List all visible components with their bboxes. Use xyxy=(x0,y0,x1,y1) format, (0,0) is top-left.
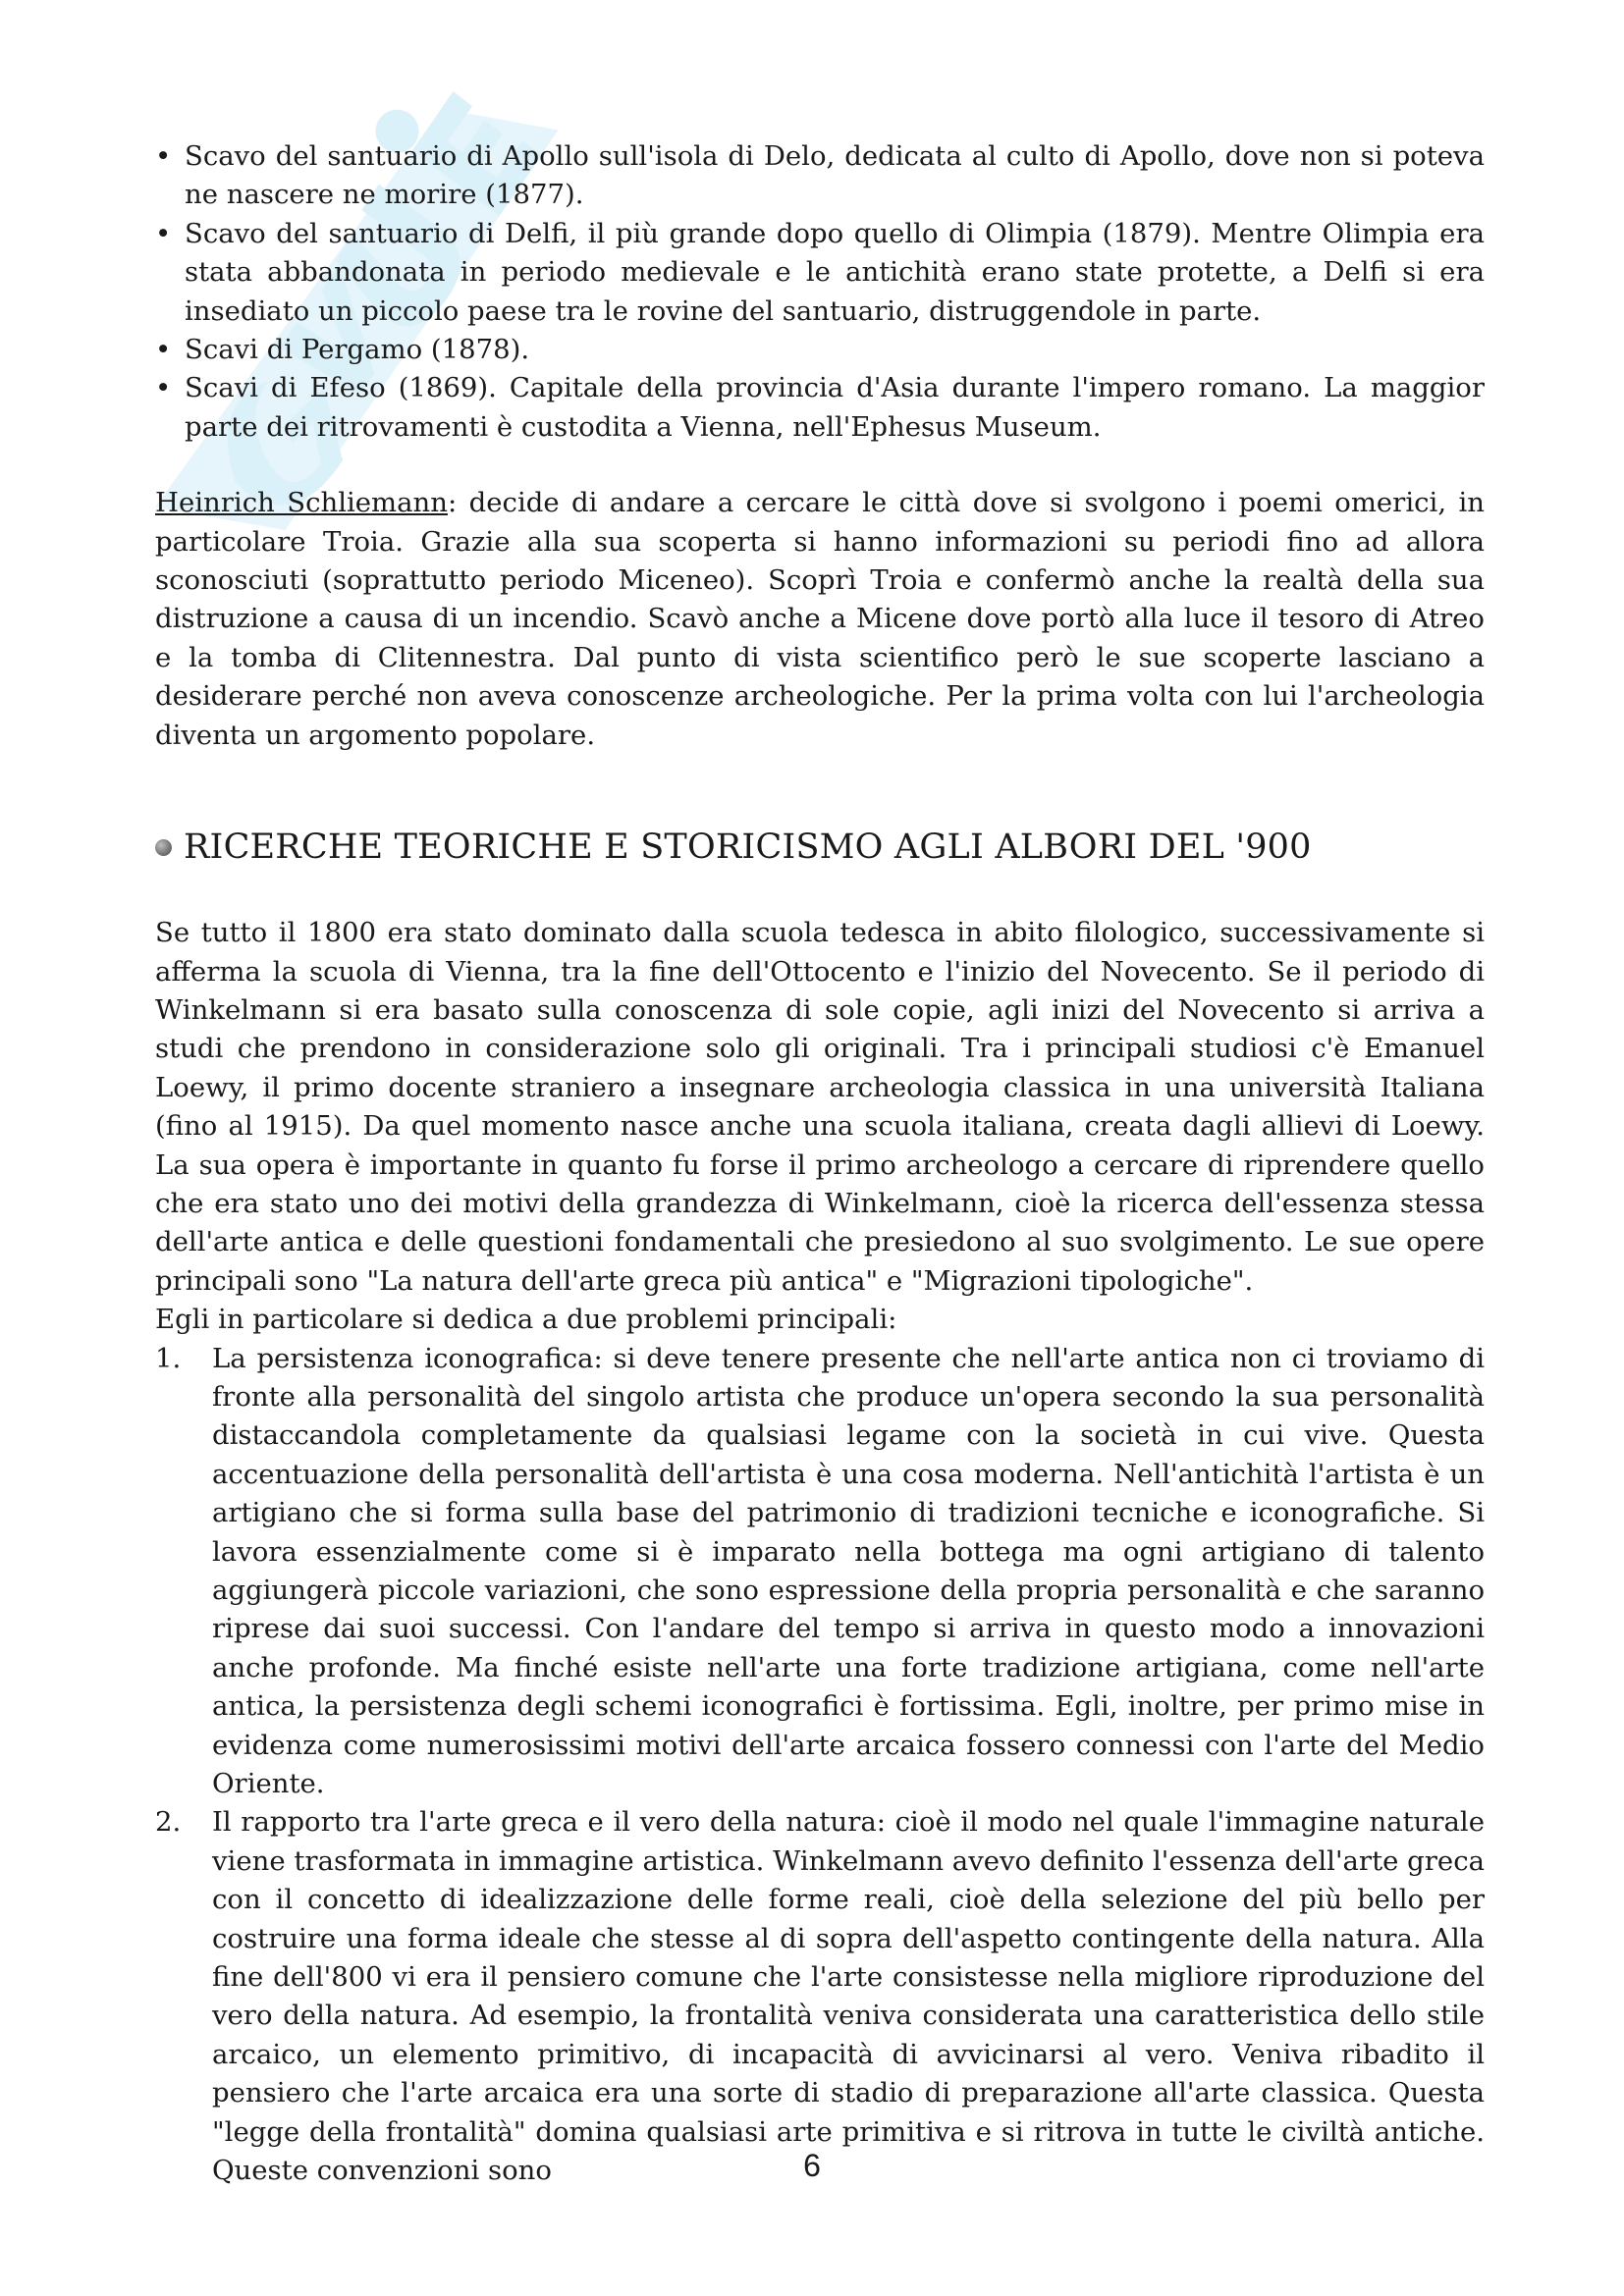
excavations-list xyxy=(155,137,1485,447)
list-item-text: Scavi di Efeso (1869). Capitale della provincia d'Asia durante l'impero romano. La maggior parte dei ritrovamenti è custodita a Vienna, nell'Ephesus Museum. xyxy=(185,372,1485,443)
list-item-text: Scavi di Pergamo (1878). xyxy=(185,334,530,366)
bullet-symbol: • xyxy=(155,140,172,172)
bullet-symbol: • xyxy=(155,334,172,366)
list-item xyxy=(155,137,1485,215)
intro-paragraph: Se tutto il 1800 era stato dominato dalla scuola tedesca in abito filologico, successivamente si afferma la scuola di Vienna, tra la fine dell'Ottocento e l'inizio del Novecento. Se il periodo di Winkelmann si era basato sulla conoscenza di sole copie, agli inizi del Novecento si arriva a studi che prendono in considerazione solo gli originali. Tra i principali studiosi c'è Emanuel Loewy, il primo docente straniero a insegnare archeologia classica in una università Italiana (fino al 1915). Da quel momento nasce anche una scuola italiana, creata dagli allievi di Loewy. La sua opera è importante in quanto fu forse il primo archeologo a cercare di riprendere quello che era stato uno dei motivi della grandezza di Winkelmann, cioè la ricerca dell'essenza stessa dell'arte antica e delle questioni fondamentali che presiedono al suo svolgimento. Le sue opere principali sono "La natura dell'arte greca più antica" e "Migrazioni tipologiche". xyxy=(155,917,1485,1297)
numbered-item xyxy=(155,1803,1485,2190)
schliemann-text: : decide di andare a cercare le città dove si svolgono i poemi omerici, in particolare Troia. Grazie alla sua scoperta si hanno informazioni su periodi fino ad allora sconosciuti (soprattutto periodo Miceneo). Scoprì Troia e confermò anche la realtà della sua distruzione a causa di un incendio. Scavò anche a Micene dove portò alla luce il tesoro di Atreo e la tomba di Clitennestra. Dal punto di vista scientifico però le sue scoperte lasciano a desiderare perché non aveva conoscenze archeologiche. Per la prima volta con lui l'archeologia diventa un argomento popolare. xyxy=(155,487,1486,751)
section-heading xyxy=(155,826,1485,869)
list-item-text: Scavo del santuario di Delfi, il più grande dopo quello di Olimpia (1879). Mentre Olimpia era stata abbandonata in periodo medievale e le antichità erano state protette, a Delfi si era insediato un piccolo paese tra le rovine del santuario, distruggendole in parte. xyxy=(185,217,1485,327)
item-text: Il rapporto tra l'arte greca e il vero della natura: cioè il modo nel quale l'immagine naturale viene trasformata in immagine artistica. Winkelmann avevo definito l'essenza dell'arte greca con il concetto di idealizzazione delle forme reali, cioè della selezione del più bello per costruire una forma ideale che stesse al di sopra dell'aspetto contingente della natura. Alla fine dell'800 vi era il pensiero comune che l'arte consistesse nella migliore riproduzione del vero della natura. Ad esempio, la frontalità veniva considerata una caratteristica dello stile arcaico, un elemento primitivo, di incapacità di avvicinarsi al vero. Veniva ribadito il pensiero che l'arte arcaica era una sorte di stadio di preparazione all'arte classica. Questa "legge della frontalità" domina qualsiasi arte primitiva e si ritrova in tutte le civiltà antiche. Queste convenzioni sono xyxy=(212,1806,1485,2187)
problems-list xyxy=(155,1340,1485,2191)
list-item xyxy=(155,331,1485,369)
item-number: 1. xyxy=(155,1342,182,1374)
bullet-symbol: • xyxy=(155,217,172,249)
lead-sentence: Egli in particolare si dedica a due problemi principali: xyxy=(155,1304,897,1336)
page-number: 6 xyxy=(803,2148,821,2183)
item-number: 2. xyxy=(155,1806,182,1839)
list-item-text: Scavo del santuario di Apollo sull'isola di Delo, dedicata al culto di Apollo, dove non si poteva ne nascere ne morire (1877). xyxy=(185,140,1485,211)
schliemann-paragraph xyxy=(155,484,1485,755)
bullet-symbol: • xyxy=(155,372,172,404)
numbered-item xyxy=(155,1340,1485,1804)
list-item xyxy=(155,215,1485,331)
document-page xyxy=(155,137,1485,2191)
list-item xyxy=(155,369,1485,447)
item-text: La persistenza iconografica: si deve tenere presente che nell'arte antica non ci troviamo di fronte alla personalità del singolo artista che produce un'opera secondo la sua personalità distaccandola completamente da qualsiasi legame con la società in cui vive. Questa accentuazione della personalità dell'artista è una cosa moderna. Nell'antichità l'artista è un artigiano che si forma sulla base del patrimonio di tradizioni tecniche e iconografiche. Si lavora essenzialmente come si è imparato nella bottega ma ogni artigiano di talento aggiungerà piccole variazioni, che sono espressione della propria personalità e che saranno riprese dai suoi successi. Con l'andare del tempo si arriva in questo modo a innovazioni anche profonde. Ma finché esiste nell'arte una forte tradizione artigiana, come nell'arte antica, la persistenza degli schemi iconografici è fortissima. Egli, inoltre, per primo mise in evidenza come numerosissimi motivi dell'arte arcaica fossero connessi con l'arte del Medio Oriente. xyxy=(212,1342,1485,1800)
section-heading-text: RICERCHE TEORICHE E STORICISMO AGLI ALBORI DEL '900 xyxy=(184,828,1312,868)
person-name: Heinrich Schliemann xyxy=(155,487,448,519)
heading-bullet-icon xyxy=(155,839,172,856)
